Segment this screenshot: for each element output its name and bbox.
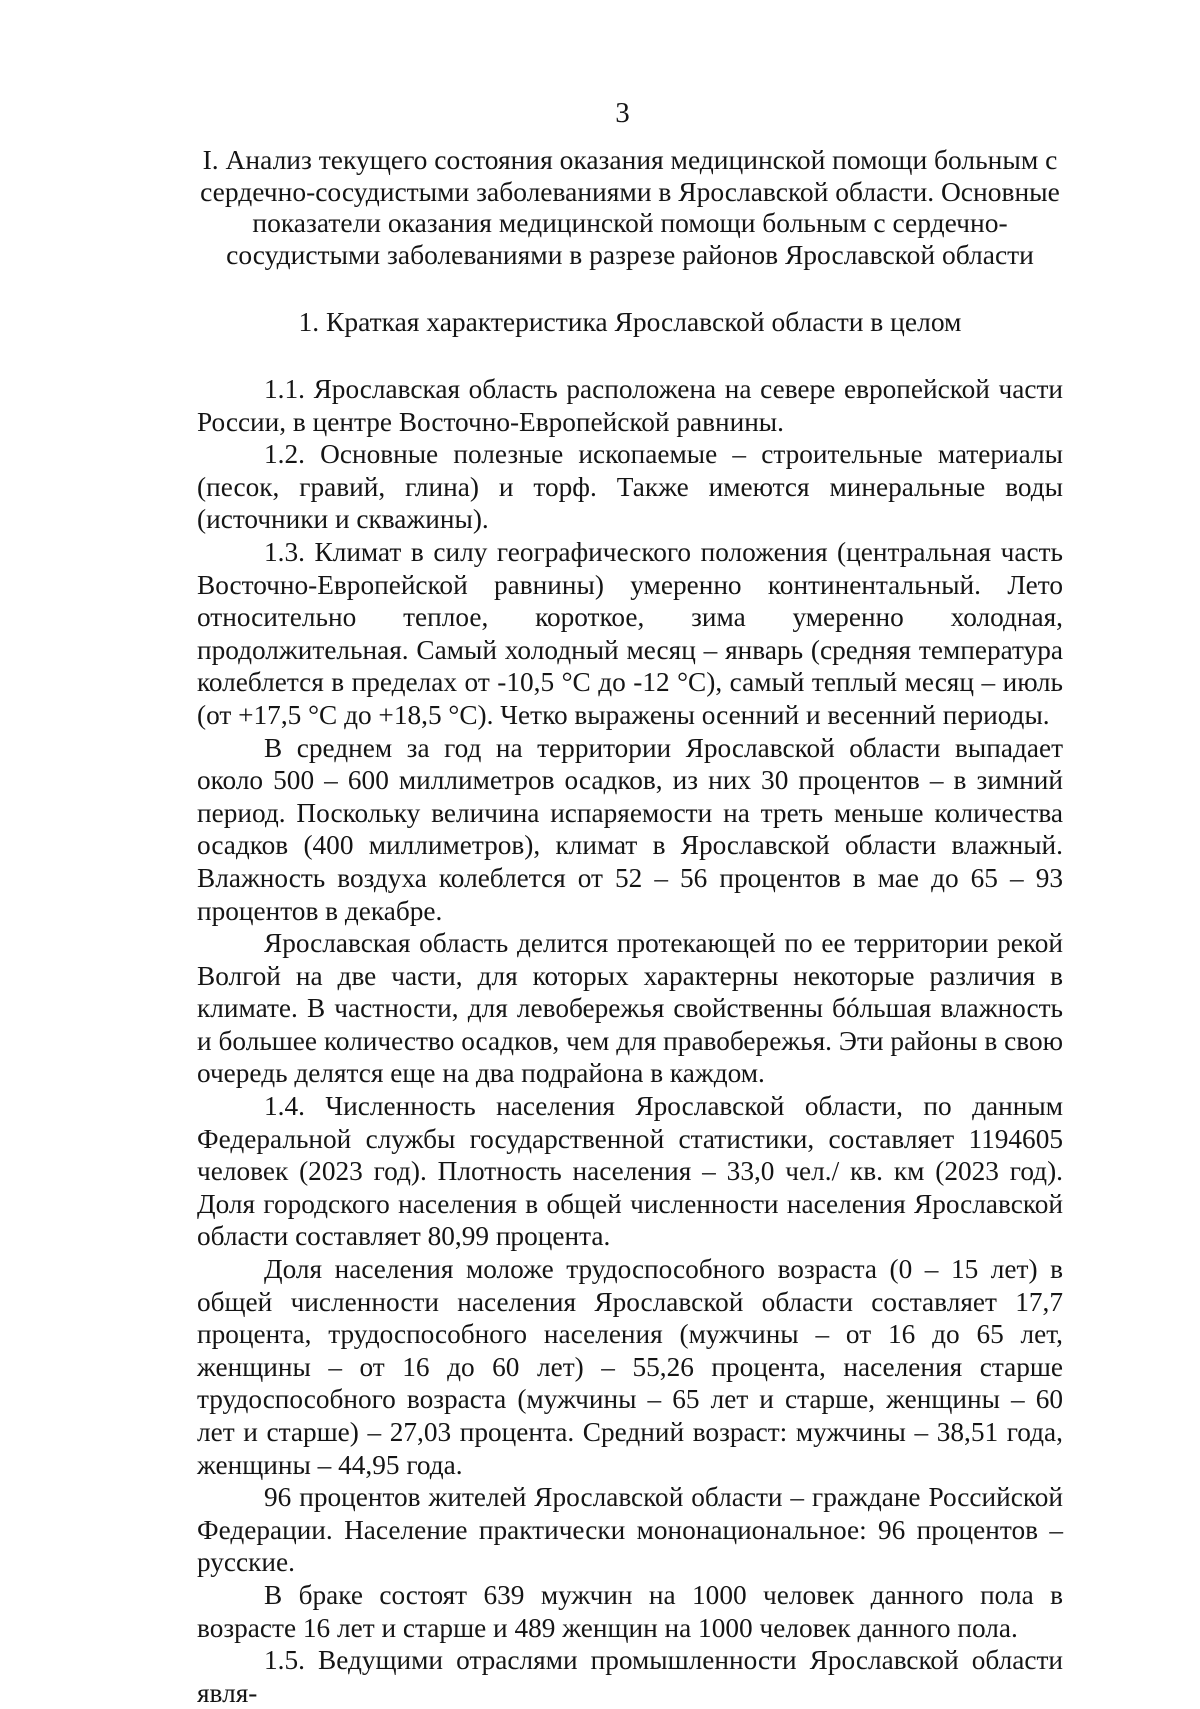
page-number: 3: [615, 97, 630, 129]
chapter-heading: I. Анализ текущего состояния оказания медицинской помощи больным с сердечно-сосудистыми заболеваниями в Ярославской области. Основные показатели оказания медицинской помощи больным с сердечно-сосудистыми заболеваниями в разрезе районов Ярославской области: [200, 144, 1060, 270]
paragraph: В браке состоят 639 мужчин на 1000 человек данного пола в возрасте 16 лет и старше и 489 женщин на 1000 человек данного пола.: [197, 1579, 1063, 1643]
paragraph: 1.3. Климат в силу географического положения (центральная часть Восточно-Европейской равнины) умеренно континентальный. Лето относительно теплое, короткое, зима умеренно холодная, продолжительная. Самый холодный месяц – январь (средняя температура колеблется в пределах от -10,5 °С до -12 °С), самый теплый месяц – июль (от +17,5 °С до +18,5 °С). Четко выражены осенний и весенний периоды.: [197, 536, 1063, 730]
body-text: [197, 373, 1063, 1709]
paragraph: 1.5. Ведущими отраслями промышленности Ярославской области явля-: [197, 1645, 1063, 1708]
paragraph: 1.2. Основные полезные ископаемые – строительные материалы (песок, гравий, глина) и торф. Также имеются минеральные воды (источники и скважины).: [197, 439, 1063, 535]
paragraph: 1.4. Численность населения Ярославской области, по данным Федеральной службы государственной статистики, составляет 1194605 человек (2023 год). Плотность населения – 33,0 чел./ кв. км (2023 год). Доля городского населения в общей численности населения Ярославской области составляет 80,99 процента.: [197, 1091, 1063, 1252]
paragraph: 96 процентов жителей Ярославской области – граждане Российской Федерации. Население практически мононациональное: 96 процентов – русские.: [197, 1482, 1063, 1578]
section-title: 1. Краткая характеристика Ярославской области в целом: [298, 306, 962, 337]
paragraph: 1.1. Ярославская область расположена на севере европейской части России, в центре Восточно-Европейской равнины.: [197, 374, 1063, 437]
paragraph: В среднем за год на территории Ярославской области выпадает около 500 – 600 миллиметров осадков, из них 30 процентов – в зимний период. Поскольку величина испаряемости на треть меньше количества осадков (400 миллиметров), климат в Ярославской области влажный. Влажность воздуха колеблется от 52 – 56 процентов в мае до 65 – 93 процентов в декабре.: [197, 732, 1063, 926]
paragraph: Доля населения моложе трудоспособного возраста (0 – 15 лет) в общей численности населения Ярославской области составляет 17,7 процента, трудоспособного населения (мужчины – от 16 до 65 лет, женщины – от 16 до 60 лет) – 55,26 процента, населения старше трудоспособного возраста (мужчины – 65 лет и старше, женщины – 60 лет и старше) – 27,03 процента. Средний возраст: мужчины – 38,51 года, женщины – 44,95 года.: [197, 1254, 1063, 1480]
paragraph: Ярославская область делится протекающей по ее территории рекой Волгой на две части, для которых характерны некоторые различия в климате. В частности, для левобережья свойственны бóльшая влажность и большее количество осадков, чем для правобережья. Эти районы в свою очередь делятся еще на два подрайона в каждом.: [197, 928, 1063, 1089]
